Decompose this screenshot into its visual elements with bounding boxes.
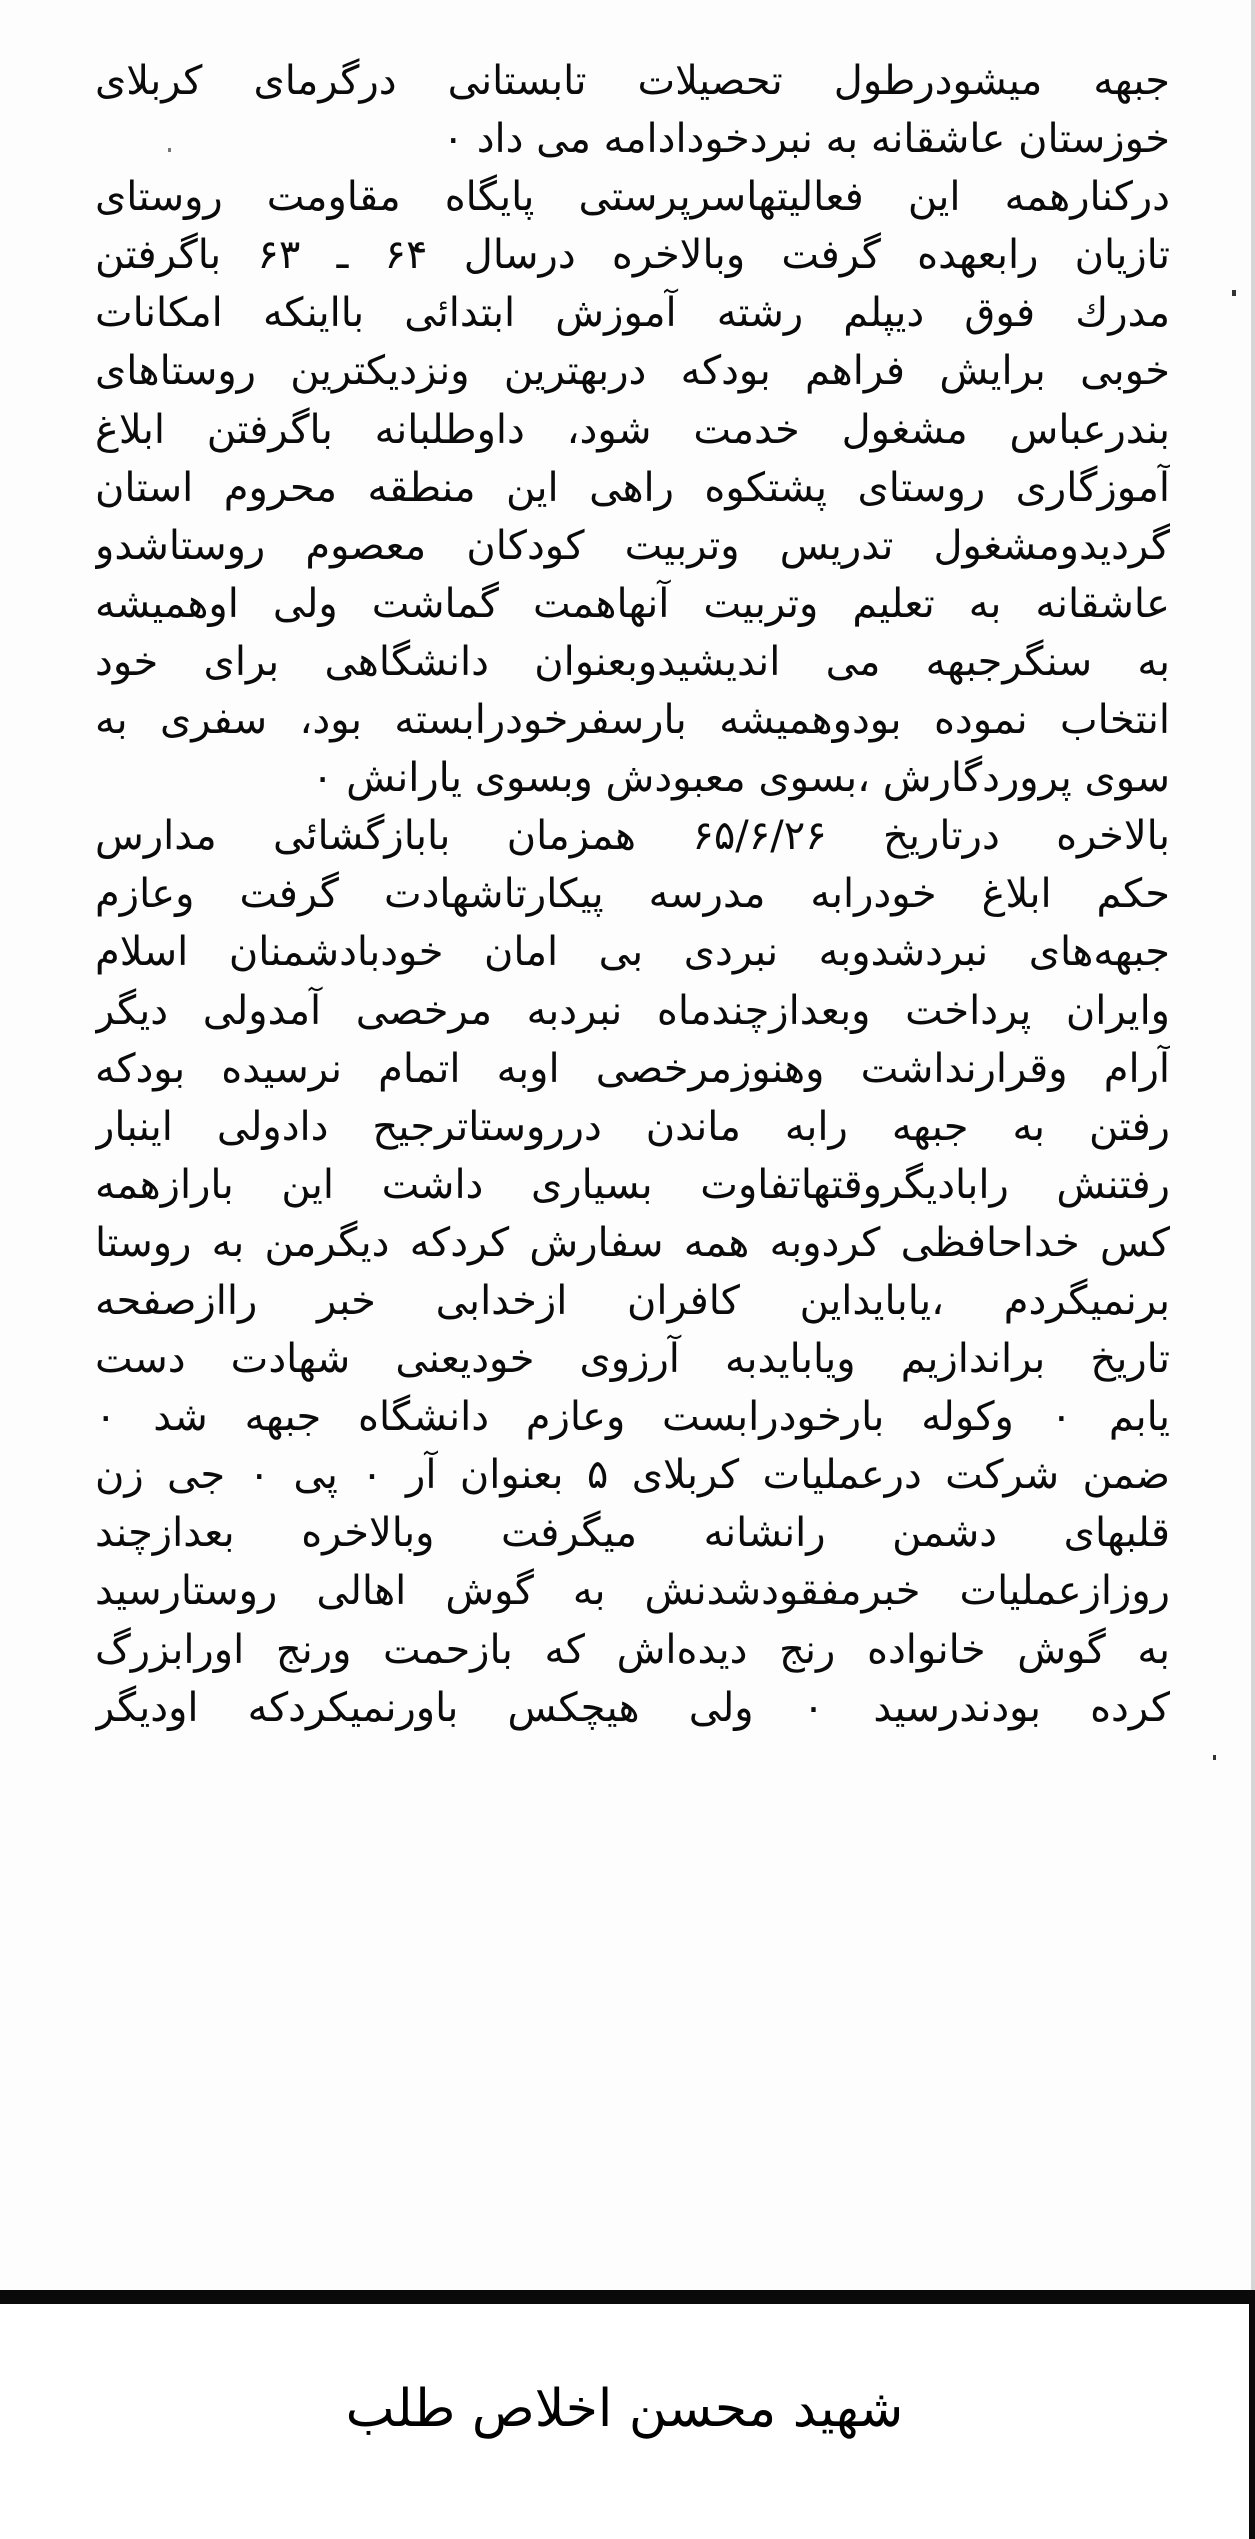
text-line: تاریخ براندازیم ویابایدبه آرزوی خودیعنی شهادت دست	[95, 1336, 1170, 1383]
body-text	[95, 52, 1170, 2262]
scan-edge-shadow	[1251, 0, 1255, 2290]
text-line: بندرعباس مشغول خدمت شود، داوطلبانه باگرفتن ابلاغ	[95, 406, 1170, 453]
text-line: رفتنش رابادیگروقتهاتفاوت بسیاری داشت این بارازهمه	[95, 1161, 1170, 1208]
text-line: گردیدومشغول تدریس وتربیت کودکان معصوم روستاشدو	[95, 522, 1170, 569]
text-line: رفتن به جبهه رابه ماندن درروستاترجیح دادولی اینبار	[95, 1103, 1170, 1150]
text-line: عاشقانه به تعلیم وتربیت آنهاهمت گماشت ولی اوهمیشه	[95, 580, 1170, 627]
text-line: آرام وقرارنداشت وهنوزمرخصی اوبه اتمام نرسیده بودکه	[95, 1045, 1170, 1092]
text-line: جبهه میشودرطول تحصیلات تابستانی درگرمای کربلای	[95, 58, 1170, 104]
stray-ink-mark	[1213, 1755, 1216, 1760]
text-line: خوبی برایش فراهم بودکه دربهترین ونزدیکترین روستاهای	[95, 348, 1170, 395]
text-line: خوزستان عاشقانه به نبردخودادامه می داد ۰	[442, 116, 1170, 163]
text-line: مدرك فوق دیپلم رشته آموزش ابتدائی بااینکه امکانات	[95, 290, 1170, 337]
caption-divider	[0, 2290, 1255, 2304]
text-line: وایران پرداخت وبعدازچندماه نبردبه مرخصی آمدولی دیگر	[95, 987, 1170, 1034]
text-line: روزازعملیات خبرمفقودشدنش به گوش اهالی روستارسید	[95, 1568, 1170, 1615]
text-line: تازیان رابعهده گرفت وبالاخره درسال ۶۴ ـ ۶۳ باگرفتن	[95, 232, 1170, 279]
text-line: کس خداحافظی کردوبه همه سفارش کردکه دیگرمن به روستا	[95, 1219, 1170, 1266]
stray-ink-mark	[168, 148, 171, 152]
text-line: یابم ۰ وکوله بارخودرابست وعازم دانشگاه جبهه شد ۰	[95, 1394, 1170, 1441]
martyr-name-caption: شهید محسن اخلاص طلب	[345, 2379, 904, 2439]
stray-ink-mark	[1232, 290, 1236, 296]
text-line: به سنگرجبهه می اندیشیدوبعنوان دانشگاهی برای خود	[95, 638, 1170, 685]
text-line: به گوش خانواده رنج دیده‌اش که بازحمت ورنج اورابزرگ	[95, 1626, 1170, 1673]
text-line: انتخاب نموده بودوهمیشه بارسفرخودرابسته بود، سفری به	[95, 697, 1170, 744]
text-line: درکنارهمه این فعالیتهاسرپرستی پایگاه مقاومت روستای	[95, 174, 1170, 221]
text-line: قلبهای دشمن رانشانه میگرفت وبالاخره بعدازچند	[95, 1510, 1170, 1557]
text-line: برنمیگردم ،یابایداین کافران ازخدابی خبر راازصفحه	[95, 1277, 1170, 1324]
text-line: بالاخره درتاریخ ۶۵/۶/۲۶ همزمان بابازگشائی مدارس	[95, 813, 1170, 860]
text-line: حکم ابلاغ خودرابه مدرسه پیکارتاشهادت گرفت وعازم	[95, 871, 1170, 918]
text-line: سوی پروردگارش ،بسوی معبودش وبسوی یارانش ۰	[311, 755, 1170, 802]
text-line: آموزگاری روستای پشتکوه راهی این منطقه محروم استان	[95, 464, 1170, 511]
caption-box	[0, 2304, 1255, 2539]
text-line: ضمن شرکت درعملیات کربلای ۵ بعنوان آر ۰ پی ۰ جی زن	[95, 1452, 1170, 1499]
text-line: جبهه‌های نبردشدوبه نبردی بی امان خودبادشمنان اسلام	[95, 929, 1170, 976]
text-line: کرده بودندرسید ۰ ولی هیچکس باورنمیکردکه اودیگر	[95, 1684, 1170, 1731]
